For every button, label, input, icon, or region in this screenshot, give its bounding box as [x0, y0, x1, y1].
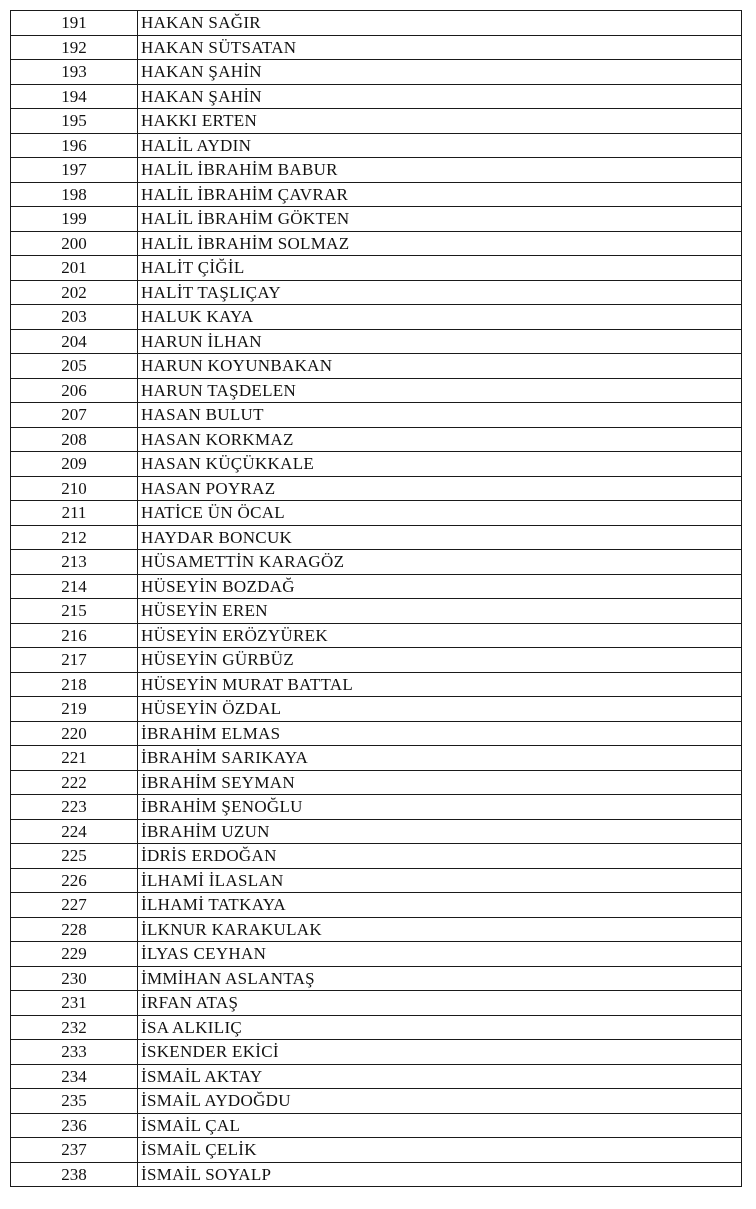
row-number-cell: 210 — [11, 476, 138, 501]
table-row — [11, 917, 742, 942]
table-row — [11, 550, 742, 575]
full-name-cell: HARUN KOYUNBAKAN — [138, 354, 742, 379]
table-row — [11, 770, 742, 795]
table-row — [11, 354, 742, 379]
table-row — [11, 1138, 742, 1163]
table-row — [11, 746, 742, 771]
table-row — [11, 1015, 742, 1040]
row-number-cell: 217 — [11, 648, 138, 673]
full-name-cell: İLYAS CEYHAN — [138, 942, 742, 967]
table-row — [11, 1064, 742, 1089]
row-number-cell: 238 — [11, 1162, 138, 1187]
full-name-cell: İSMAİL AYDOĞDU — [138, 1089, 742, 1114]
table-row — [11, 133, 742, 158]
full-name-cell: İSMAİL ÇELİK — [138, 1138, 742, 1163]
row-number-cell: 226 — [11, 868, 138, 893]
full-name-cell: HAKAN SAĞIR — [138, 11, 742, 36]
full-name-cell: HÜSEYİN BOZDAĞ — [138, 574, 742, 599]
row-number-cell: 233 — [11, 1040, 138, 1065]
row-number-cell: 204 — [11, 329, 138, 354]
full-name-cell: İBRAHİM SEYMAN — [138, 770, 742, 795]
full-name-cell: HALİL İBRAHİM BABUR — [138, 158, 742, 183]
full-name-cell: HÜSAMETTİN KARAGÖZ — [138, 550, 742, 575]
table-row — [11, 329, 742, 354]
full-name-cell: HARUN TAŞDELEN — [138, 378, 742, 403]
table-row — [11, 378, 742, 403]
table-row — [11, 403, 742, 428]
full-name-cell: HAKAN ŞAHİN — [138, 60, 742, 85]
row-number-cell: 229 — [11, 942, 138, 967]
table-row — [11, 599, 742, 624]
row-number-cell: 227 — [11, 893, 138, 918]
row-number-cell: 231 — [11, 991, 138, 1016]
full-name-cell: İRFAN ATAŞ — [138, 991, 742, 1016]
full-name-cell: HÜSEYİN ÖZDAL — [138, 697, 742, 722]
row-number-cell: 193 — [11, 60, 138, 85]
table-row — [11, 795, 742, 820]
table-row — [11, 844, 742, 869]
full-name-cell: HARUN İLHAN — [138, 329, 742, 354]
table-row — [11, 648, 742, 673]
row-number-cell: 194 — [11, 84, 138, 109]
full-name-cell: HAKAN ŞAHİN — [138, 84, 742, 109]
table-row — [11, 207, 742, 232]
table-row — [11, 819, 742, 844]
table-row — [11, 109, 742, 134]
table-row — [11, 1089, 742, 1114]
row-number-cell: 199 — [11, 207, 138, 232]
table-row — [11, 35, 742, 60]
row-number-cell: 232 — [11, 1015, 138, 1040]
full-name-cell: HÜSEYİN ERÖZYÜREK — [138, 623, 742, 648]
table-row — [11, 574, 742, 599]
table-row — [11, 476, 742, 501]
full-name-cell: İBRAHİM UZUN — [138, 819, 742, 844]
table-body — [11, 11, 742, 1187]
full-name-cell: HAKAN SÜTSATAN — [138, 35, 742, 60]
row-number-cell: 205 — [11, 354, 138, 379]
table-row — [11, 256, 742, 281]
row-number-cell: 230 — [11, 966, 138, 991]
full-name-cell: HAYDAR BONCUK — [138, 525, 742, 550]
table-row — [11, 893, 742, 918]
table-row — [11, 1162, 742, 1187]
full-name-cell: HÜSEYİN EREN — [138, 599, 742, 624]
row-number-cell: 212 — [11, 525, 138, 550]
row-number-cell: 228 — [11, 917, 138, 942]
full-name-cell: HALİT ÇİĞİL — [138, 256, 742, 281]
table-row — [11, 697, 742, 722]
name-list-table — [10, 10, 742, 1187]
row-number-cell: 221 — [11, 746, 138, 771]
table-row — [11, 525, 742, 550]
full-name-cell: HALİL İBRAHİM SOLMAZ — [138, 231, 742, 256]
full-name-cell: İLKNUR KARAKULAK — [138, 917, 742, 942]
full-name-cell: HÜSEYİN GÜRBÜZ — [138, 648, 742, 673]
table-row — [11, 721, 742, 746]
table-row — [11, 942, 742, 967]
row-number-cell: 223 — [11, 795, 138, 820]
full-name-cell: İLHAMİ İLASLAN — [138, 868, 742, 893]
row-number-cell: 191 — [11, 11, 138, 36]
full-name-cell: HASAN BULUT — [138, 403, 742, 428]
full-name-cell: HALİL İBRAHİM GÖKTEN — [138, 207, 742, 232]
row-number-cell: 192 — [11, 35, 138, 60]
row-number-cell: 208 — [11, 427, 138, 452]
full-name-cell: HASAN KORKMAZ — [138, 427, 742, 452]
row-number-cell: 218 — [11, 672, 138, 697]
row-number-cell: 237 — [11, 1138, 138, 1163]
table-row — [11, 966, 742, 991]
table-row — [11, 868, 742, 893]
full-name-cell: İLHAMİ TATKAYA — [138, 893, 742, 918]
row-number-cell: 213 — [11, 550, 138, 575]
full-name-cell: HALİL AYDIN — [138, 133, 742, 158]
table-row — [11, 231, 742, 256]
full-name-cell: HATİCE ÜN ÖCAL — [138, 501, 742, 526]
row-number-cell: 206 — [11, 378, 138, 403]
full-name-cell: HASAN KÜÇÜKKALE — [138, 452, 742, 477]
row-number-cell: 234 — [11, 1064, 138, 1089]
row-number-cell: 203 — [11, 305, 138, 330]
row-number-cell: 209 — [11, 452, 138, 477]
table-row — [11, 427, 742, 452]
full-name-cell: İBRAHİM ŞENOĞLU — [138, 795, 742, 820]
full-name-cell: İSA ALKILIÇ — [138, 1015, 742, 1040]
table-row — [11, 305, 742, 330]
full-name-cell: HÜSEYİN MURAT BATTAL — [138, 672, 742, 697]
row-number-cell: 211 — [11, 501, 138, 526]
full-name-cell: HASAN POYRAZ — [138, 476, 742, 501]
row-number-cell: 220 — [11, 721, 138, 746]
full-name-cell: HALUK KAYA — [138, 305, 742, 330]
row-number-cell: 216 — [11, 623, 138, 648]
table-row — [11, 623, 742, 648]
row-number-cell: 196 — [11, 133, 138, 158]
row-number-cell: 225 — [11, 844, 138, 869]
full-name-cell: İDRİS ERDOĞAN — [138, 844, 742, 869]
row-number-cell: 222 — [11, 770, 138, 795]
full-name-cell: İBRAHİM SARIKAYA — [138, 746, 742, 771]
full-name-cell: İSMAİL AKTAY — [138, 1064, 742, 1089]
row-number-cell: 214 — [11, 574, 138, 599]
full-name-cell: HALİL İBRAHİM ÇAVRAR — [138, 182, 742, 207]
row-number-cell: 201 — [11, 256, 138, 281]
table-row — [11, 1040, 742, 1065]
row-number-cell: 198 — [11, 182, 138, 207]
row-number-cell: 202 — [11, 280, 138, 305]
row-number-cell: 235 — [11, 1089, 138, 1114]
row-number-cell: 207 — [11, 403, 138, 428]
table-row — [11, 60, 742, 85]
table-row — [11, 158, 742, 183]
row-number-cell: 195 — [11, 109, 138, 134]
table-row — [11, 1113, 742, 1138]
table-row — [11, 11, 742, 36]
full-name-cell: HAKKI ERTEN — [138, 109, 742, 134]
row-number-cell: 236 — [11, 1113, 138, 1138]
full-name-cell: İSMAİL SOYALP — [138, 1162, 742, 1187]
row-number-cell: 200 — [11, 231, 138, 256]
table-row — [11, 501, 742, 526]
full-name-cell: İMMİHAN ASLANTAŞ — [138, 966, 742, 991]
full-name-cell: İSMAİL ÇAL — [138, 1113, 742, 1138]
table-row — [11, 991, 742, 1016]
row-number-cell: 215 — [11, 599, 138, 624]
row-number-cell: 224 — [11, 819, 138, 844]
table-row — [11, 182, 742, 207]
row-number-cell: 219 — [11, 697, 138, 722]
table-row — [11, 452, 742, 477]
full-name-cell: İBRAHİM ELMAS — [138, 721, 742, 746]
table-row — [11, 84, 742, 109]
table-row — [11, 672, 742, 697]
full-name-cell: HALİT TAŞLIÇAY — [138, 280, 742, 305]
row-number-cell: 197 — [11, 158, 138, 183]
full-name-cell: İSKENDER EKİCİ — [138, 1040, 742, 1065]
table-row — [11, 280, 742, 305]
